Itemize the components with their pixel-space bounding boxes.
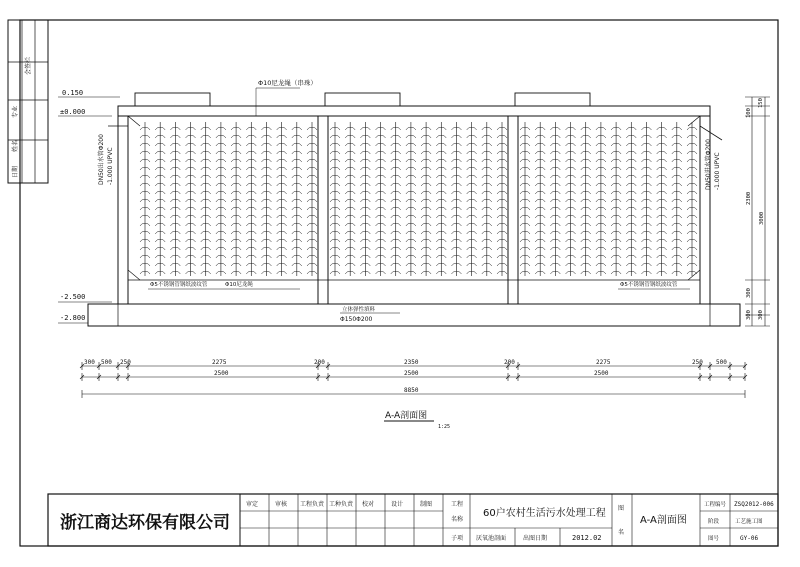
manhole-cover [515, 93, 590, 106]
dim-top: 500 [716, 359, 727, 366]
sign-label: 审定 [246, 501, 259, 508]
sidebar-row-label: 日期 [12, 165, 19, 178]
sign-label: 校对 [362, 501, 375, 508]
sheet-label: 图号 [708, 536, 720, 542]
project-no: ZSQ2012-006 [734, 501, 774, 508]
dim-right: 300 [746, 310, 752, 320]
sign-label: 审核 [275, 501, 288, 508]
stage-label: 阶段 [708, 519, 720, 525]
date-label: 出图日期 [523, 535, 548, 542]
sign-label: 制图 [420, 501, 433, 508]
company-name: 浙江商达环保有限公司 [60, 513, 230, 533]
section-drawing [58, 78, 770, 430]
sidebar-table [8, 20, 48, 183]
dim-right: 2300 [746, 191, 752, 205]
drawing-name-label: 名 [618, 529, 625, 536]
level-zero: ±0.000 [60, 108, 86, 116]
elastic-filler-media [140, 122, 697, 276]
level-top: 0.150 [62, 89, 84, 97]
dim-total: 8850 [404, 387, 419, 394]
dim-right: 100 [746, 108, 752, 118]
sidebar-row-label: 会签栏 [25, 56, 32, 75]
dim-top: 2275 [212, 359, 227, 366]
annotation-left-pipe: DN50出水管Φ200 [98, 134, 105, 185]
level-bottom: -2.800 [60, 314, 86, 322]
sub-label: 子项 [451, 535, 464, 542]
sub-name: 厌氧池剖面 [476, 535, 507, 542]
manhole-cover [135, 93, 210, 106]
sign-label: 设计 [391, 501, 404, 508]
dim-top: 250 [692, 359, 703, 366]
dim-right: 3000 [759, 211, 765, 225]
sidebar-row-label: 专业 [12, 105, 19, 118]
dim-top: 200 [504, 359, 515, 366]
dim-mid: 2500 [214, 370, 229, 377]
dim-right: 300 [746, 288, 752, 298]
annotation-bottom-center-spacing: Φ150Φ200 [340, 316, 373, 323]
dim-top: 500 [101, 359, 112, 366]
drawing-name-label: 图 [618, 505, 625, 512]
date-value: 2012.02 [572, 534, 602, 542]
dim-right: 300 [758, 310, 764, 320]
project-label: 名称 [451, 516, 464, 523]
drawing-scale: 1:25 [438, 424, 451, 430]
dim-top: 200 [314, 359, 325, 366]
dim-right: 150 [758, 98, 764, 108]
annotation-bottom-left: Φ5不锈钢管钢纸波纹管 [150, 282, 208, 288]
annotation-right-level: -1.000 UPVC [714, 152, 721, 190]
title-block [48, 494, 778, 546]
annotation-top: Φ10尼龙绳（串珠） [258, 79, 317, 87]
project-label: 工程 [451, 501, 464, 508]
level-bottom-inner: -2.500 [60, 293, 86, 301]
dim-mid: 2500 [404, 370, 419, 377]
manhole-cover [325, 93, 400, 106]
dim-top: 2350 [404, 359, 419, 366]
stage: 工艺施工图 [735, 519, 763, 525]
dim-top: 300 [84, 359, 95, 366]
sign-label: 工种负责 [329, 501, 354, 508]
drawing-title: A-A剖面图 [385, 411, 428, 421]
annotation-right-pipe: DN50进水管Φ200 [705, 139, 712, 190]
project-no-label: 工程编号 [704, 502, 727, 508]
sign-label: 工程负责 [300, 501, 325, 508]
drawing-name: A-A剖面图 [640, 515, 687, 526]
dim-top: 2275 [596, 359, 611, 366]
project-name: 60户农村生活污水处理工程 [483, 508, 606, 519]
dim-mid: 2500 [594, 370, 609, 377]
annotation-bottom-center: 立体弹性填料 [342, 307, 376, 313]
annotation-left-level: -1.000 UPVC [107, 147, 114, 185]
annotation-bottom-left-rope: Φ10尼龙绳 [225, 282, 253, 288]
sidebar-row-label: 姓名 [12, 139, 19, 152]
annotation-bottom-right: Φ5不锈钢管钢纸波纹管 [620, 282, 678, 288]
sheet-number: GY-06 [740, 535, 759, 542]
dim-top: 250 [120, 359, 131, 366]
